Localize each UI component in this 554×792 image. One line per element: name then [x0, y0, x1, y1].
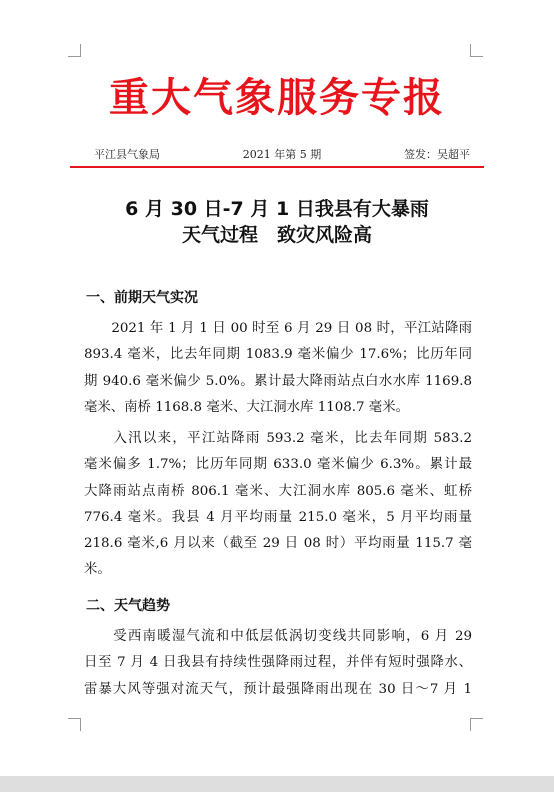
paragraph-line: 米。 — [84, 562, 111, 578]
paragraph-line: 大降雨站点南桥 806.1 毫米、大江洞水库 805.6 毫米、虹桥 — [84, 483, 472, 499]
paragraph-line: 218.6 毫米,6 月以来（截至 29 日 08 时）平均雨量 115.7 毫 — [84, 536, 472, 552]
issuing-organization: 平江县气象局 — [94, 148, 160, 161]
masthead-divider — [70, 166, 484, 168]
crop-mark-top-right — [470, 44, 483, 57]
paragraph-line: 毫米、南桥 1168.8 毫米、大江洞水库 1108.7 毫米。 — [84, 399, 409, 415]
paragraph-line: 期 940.6 毫米偏少 5.0%。累计最大降雨站点白水水库 1169.8 — [84, 373, 472, 389]
section-heading-2: 二、天气趋势 — [86, 598, 170, 614]
paragraph-2 — [84, 426, 472, 584]
crop-mark-bottom-right — [470, 718, 483, 731]
masthead-title: 重大气象服务专报 — [109, 74, 445, 121]
title-line-2: 天气过程 致灾风险高 — [181, 224, 372, 246]
paragraph-line: 776.4 毫米。我县 4 月平均雨量 215.0 毫米，5 月平均雨量 — [84, 509, 472, 525]
paragraph-line: 雷暴大风等强对流天气，预计最强降雨出现在 30 日～7 月 1 — [84, 681, 472, 697]
issue-number: 2021 年第 5 期 — [242, 148, 322, 161]
viewer-background — [0, 776, 554, 792]
paragraph-3 — [84, 624, 472, 703]
section-heading-1: 一、前期天气实况 — [86, 290, 198, 306]
title-line-1: 6 月 30 日-7 月 1 日我县有大暴雨 — [125, 198, 429, 220]
issue-signer: 签发：吴超平 — [404, 148, 470, 161]
crop-mark-top-left — [68, 44, 81, 57]
paragraph-line: 893.4 毫米，比去年同期 1083.9 毫米偏少 17.6%；比历年同 — [84, 347, 472, 363]
paragraph-1 — [84, 316, 472, 421]
document-title — [80, 196, 474, 248]
paragraph-line: 日至 7 月 4 日我县有持续性强降雨过程，并伴有短时强降水、 — [84, 655, 472, 671]
paragraph-line: 入汛以来，平江站降雨 593.2 毫米，比去年同期 583.2 — [84, 431, 472, 446]
paragraph-line: 毫米偏多 1.7%；比历年同期 633.0 毫米偏少 6.3%。累计最 — [84, 457, 472, 473]
paragraph-line: 受西南暖湿气流和中低层低涡切变线共同影响，6 月 29 — [84, 629, 472, 644]
paragraph-line: 2021 年 1 月 1 日 00 时至 6 月 29 日 08 时，平江站降雨 — [84, 321, 472, 336]
crop-mark-bottom-left — [68, 718, 81, 731]
issue-info-row — [94, 146, 470, 164]
